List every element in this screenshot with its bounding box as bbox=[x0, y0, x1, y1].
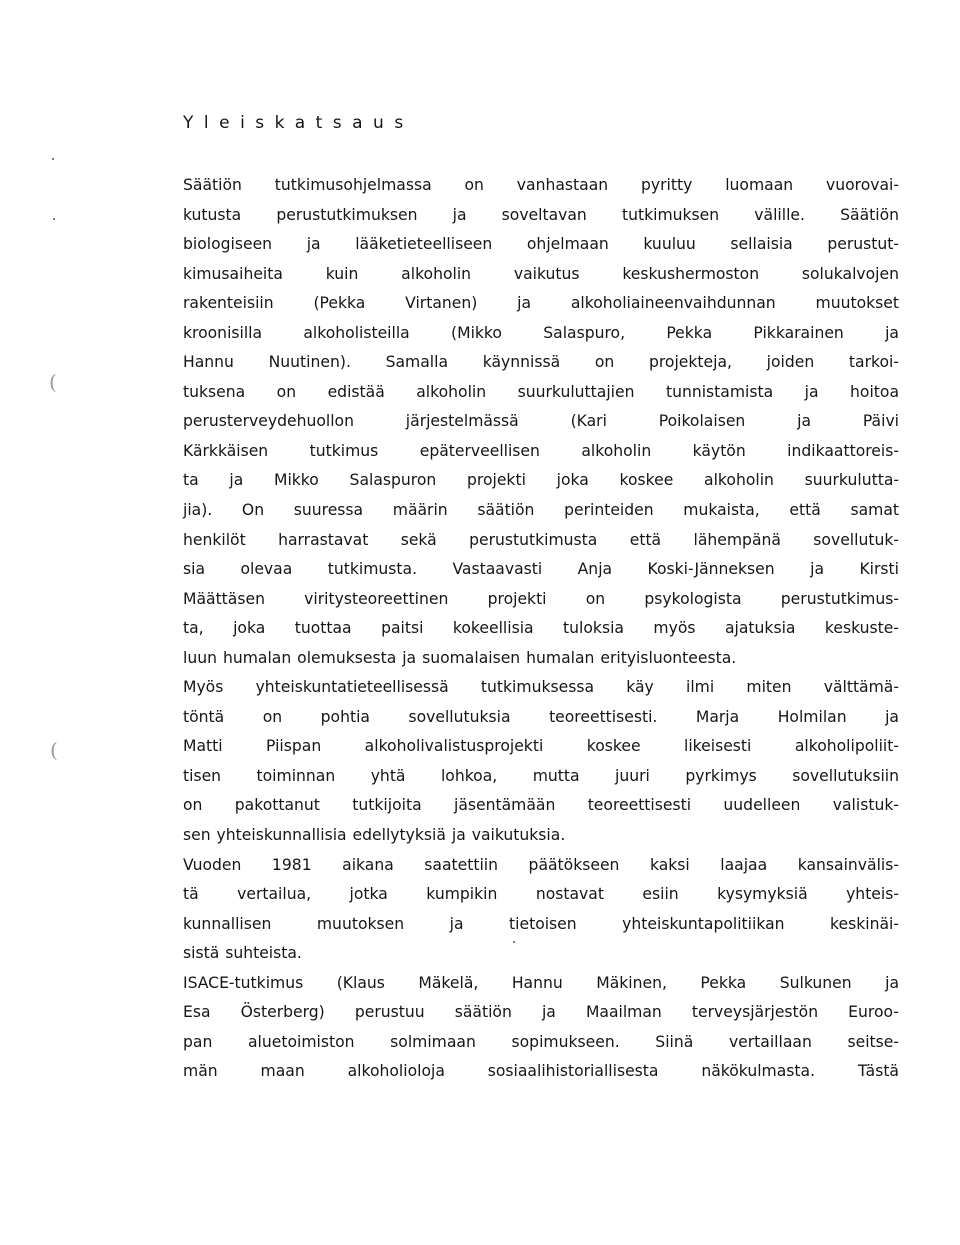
text-line: sen yhteiskunnallisia edellytyksiä ja vaikutuksia. bbox=[183, 826, 566, 845]
text-line: ISACE-tutkimus (Klaus Mäkelä, Hannu Mäkinen, Pekka Sulkunen ja bbox=[183, 973, 899, 992]
body-text bbox=[183, 171, 899, 1087]
text-line: henkilöt harrastavat sekä perustutkimusta että lähempänä sovellutuk- bbox=[183, 530, 899, 549]
margin-mark: ( bbox=[49, 370, 57, 394]
text-line: Esa Österberg) perustuu säätiön ja Maailman terveysjärjestön Euroo- bbox=[183, 1003, 899, 1022]
text-line: Kärkkäisen tutkimus epäterveellisen alkoholin käytön indikaattoreis- bbox=[183, 441, 899, 460]
text-line: sistä suhteista. bbox=[183, 944, 302, 963]
text-line: Säätiön tutkimusohjelmassa on vanhastaan pyritty luomaan vuorovai- bbox=[183, 176, 899, 194]
text-line: rakenteisiin (Pekka Virtanen) ja alkoholiaineenvaihdunnan muutokset bbox=[183, 294, 899, 313]
text-line: Vuoden 1981 aikana saatettiin päätökseen kaksi laajaa kansainvälis- bbox=[183, 855, 899, 874]
text-line: perusterveydehuollon järjestelmässä (Kari Poikolaisen ja Päivi bbox=[183, 412, 899, 431]
text-line: ta, joka tuottaa paitsi kokeellisia tuloksia myös ajatuksia keskuste- bbox=[183, 619, 899, 638]
text-line: kutusta perustutkimuksen ja soveltavan tutkimuksen välille. Säätiön bbox=[183, 205, 899, 224]
text-line: luun humalan olemuksesta ja suomalaisen humalan erityisluonteesta. bbox=[183, 648, 737, 667]
text-line: kimusaiheita kuin alkoholin vaikutus keskushermoston solukalvojen bbox=[183, 264, 899, 283]
speck bbox=[513, 941, 515, 943]
text-line: kunnallisen muutoksen ja tietoisen yhteiskuntapolitiikan keskinäi- bbox=[183, 914, 899, 933]
speck bbox=[53, 218, 55, 220]
text-line: tuksena on edistää alkoholin suurkuluttajien tunnistamista ja hoitoa bbox=[183, 382, 899, 401]
text-line: tisen toiminnan yhtä lohkoa, mutta juuri pyrkimys sovellutuksiin bbox=[183, 766, 899, 785]
text-line: pan aluetoimiston solmimaan sopimukseen. Siinä vertaillaan seitse- bbox=[183, 1032, 899, 1051]
text-line: on pakottanut tutkijoita jäsentämään teoreettisesti uudelleen valistuk- bbox=[183, 796, 899, 815]
text-line: töntä on pohtia sovellutuksia teoreettisesti. Marja Holmilan ja bbox=[183, 707, 899, 726]
text-line: Matti Piispan alkoholivalistusprojekti koskee likeisesti alkoholipoliit- bbox=[183, 737, 899, 756]
text-line: kroonisilla alkoholisteilla (Mikko Salaspuro, Pekka Pikkarainen ja bbox=[183, 323, 899, 342]
margin-mark: ( bbox=[50, 738, 58, 762]
text-line: jia). On suuressa määrin säätiön perinteiden mukaista, että samat bbox=[183, 501, 899, 520]
text-line: tä vertailua, jotka kumpikin nostavat esiin kysymyksiä yhteis- bbox=[183, 885, 899, 904]
section-heading: Yleiskatsaus bbox=[183, 113, 414, 133]
text-line: ta ja Mikko Salaspuron projekti joka koskee alkoholin suurkulutta- bbox=[183, 471, 899, 490]
speck bbox=[52, 158, 54, 160]
text-line: sia olevaa tutkimusta. Vastaavasti Anja Koski-Jänneksen ja Kirsti bbox=[183, 560, 899, 579]
text-line: Myös yhteiskuntatieteellisessä tutkimuksessa käy ilmi miten välttämä- bbox=[183, 678, 899, 697]
text-line: Määttäsen viritysteoreettinen projekti on psykologista perustutkimus- bbox=[183, 589, 899, 608]
text-line: biologiseen ja lääketieteelliseen ohjelmaan kuuluu sellaisia perustut- bbox=[183, 235, 899, 254]
text-line: Hannu Nuutinen). Samalla käynnissä on projekteja, joiden tarkoi- bbox=[183, 353, 899, 372]
text-line: män maan alkoholioloja sosiaalihistoriallisesta näkökulmasta. Tästä bbox=[183, 1062, 899, 1081]
